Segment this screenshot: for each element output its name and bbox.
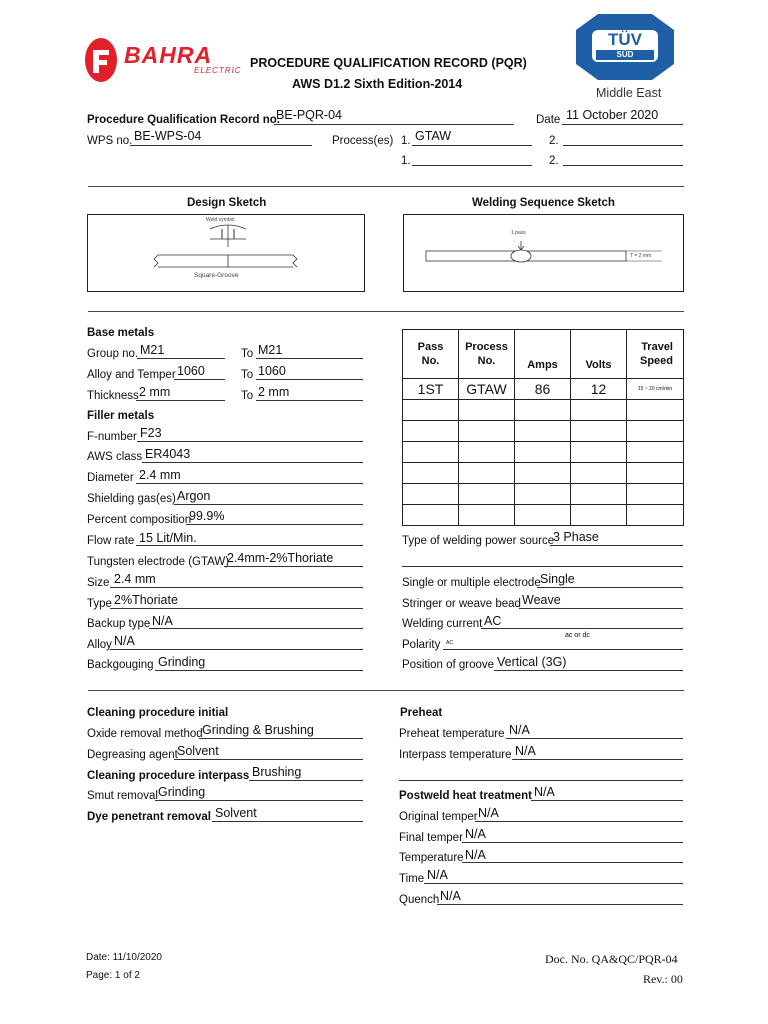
logo-sub: ELECTRIC [194,66,242,75]
bead-line [519,608,683,609]
group-no-from[interactable]: M21 [140,343,165,357]
percent-composition-line [186,524,363,525]
cleaning-interpass-line [249,780,363,781]
groove-position-value[interactable]: Vertical (3G) [497,655,567,669]
amps-cell[interactable]: 86 [515,379,571,400]
original-temper-line [475,821,683,822]
thickness-from-line [136,400,225,401]
final-temper-line [462,842,683,843]
shielding-gas-value[interactable]: Argon [177,489,211,503]
process-1-value[interactable]: GTAW [415,129,452,143]
volts-cell[interactable]: 12 [571,379,627,400]
cleaning-interpass-value[interactable]: Brushing [252,765,302,779]
current-hint: ac or dc [565,632,590,639]
interpass-temp-line [512,759,683,760]
alloy-to-label: To [241,369,254,381]
process-2-line[interactable] [563,145,683,146]
backup-type-label: Backup type [87,618,151,630]
date-label: Date [536,114,561,126]
col-header-process: Process No. [459,330,515,379]
shielding-gas-line [174,504,363,505]
tungsten-label: Tungsten electrode (GTAW) [87,556,230,568]
aws-class-label: AWS class [87,451,143,463]
travel-speed-cell[interactable]: 15 ~ 20 cm/min [627,379,684,400]
passes-table [402,329,684,526]
pqr-no-value[interactable]: BE-PQR-04 [276,108,342,122]
quench-label: Quench [399,894,440,906]
square-groove-sketch-icon [88,215,364,291]
degreasing-label: Degreasing agent [87,749,178,761]
type-line [110,608,363,609]
filler-metals-heading: Filler metals [87,410,155,422]
divider [88,690,684,691]
oxide-removal-value[interactable]: Grinding & Brushing [202,723,314,737]
base-metals-heading: Base metals [87,327,155,339]
preheat-temp-label: Preheat temperature [399,728,505,740]
group-no-to[interactable]: M21 [258,343,283,357]
backgouging-label: Backgouging [87,659,154,671]
degreasing-value[interactable]: Solvent [177,744,219,758]
col-header-volts: Volts [571,330,627,379]
welding-current-label: Welding current [402,618,483,630]
table-row [403,484,684,505]
groove-position-label: Position of groove [402,659,495,671]
alloy-temper-label: Alloy and Temper [87,369,176,381]
oxide-removal-line [199,738,363,739]
thickness-label: Thickness [87,390,139,402]
design-symbol-caption: Weld symbol [206,217,235,223]
temperature-value[interactable]: N/A [465,848,486,862]
page-subtitle: AWS D1.2 Sixth Edition-2014 [292,77,463,91]
degreasing-line [174,759,363,760]
smut-removal-value[interactable]: Grinding [158,785,206,799]
f-number-line [137,441,363,442]
final-temper-value[interactable]: N/A [465,827,486,841]
preheat-temp-value[interactable]: N/A [509,723,530,737]
quench-value[interactable]: N/A [440,889,461,903]
design-sketch-label: Design Sketch [187,197,267,209]
interpass-temp-value[interactable]: N/A [515,744,536,758]
f-number-value[interactable]: F23 [140,426,162,440]
wps-no-value[interactable]: BE-WPS-04 [134,129,202,143]
polarity-label: Polarity [402,639,441,651]
date-value[interactable]: 11 October 2020 [566,108,659,122]
wps-no-line [130,145,312,146]
time-label: Time [399,873,425,885]
sequence-sketch-box [403,214,684,292]
footer-doc-no: Doc. No. QA&QC/PQR-04 [545,952,678,966]
size-value[interactable]: 2.4 mm [114,572,156,586]
thickness-from[interactable]: 2 mm [139,385,171,399]
table-row [403,379,684,400]
quench-line [437,904,683,905]
diameter-label: Diameter [87,472,134,484]
alloy-temper-to[interactable]: 1060 [258,364,286,378]
col-header-speed: Travel Speed [627,330,684,379]
smut-removal-line [155,800,363,801]
power-source-value[interactable]: 3 Phase [553,530,599,544]
interpass-temp-label: Interpass temperature [399,749,512,761]
aws-class-line [142,462,363,463]
process-2-label: 2. [549,135,559,147]
table-row [403,400,684,421]
pqr-no-label: Procedure Qualification Record no. [87,114,280,126]
process-4-line[interactable] [563,165,683,166]
welding-current-value[interactable]: AC [484,614,502,628]
process-4-label: 2. [549,155,559,167]
table-row [403,442,684,463]
alloy-line [110,649,363,650]
diameter-line [136,483,363,484]
f-number-label: F-number [87,431,137,443]
sequence-thickness-caption: T = 2 mm [630,253,652,259]
pwht-line [531,800,683,801]
process-1-label: 1. [401,135,411,147]
final-temper-label: Final temper [399,832,463,844]
divider [88,311,684,312]
interpass-temp-line-2[interactable] [399,780,683,781]
shielding-gas-label: Shielding gas(es) [87,493,176,505]
table-row [403,505,684,526]
dye-penetrant-label: Dye penetrant removal [87,811,211,823]
smut-removal-label: Smut removal [87,790,158,802]
thickness-to-line [256,400,363,401]
alloy-temper-from[interactable]: 1060 [177,364,205,378]
backgouging-value[interactable]: Grinding [158,655,206,669]
pwht-label: Postweld heat treatment [399,790,532,802]
size-line [110,587,363,588]
process-label: Process(es) [332,135,394,147]
date-line [562,124,683,125]
design-sketch-box [87,214,365,292]
sequence-sketch-label: Welding Sequence Sketch [472,197,615,209]
table-row [403,463,684,484]
power-source-line [550,545,683,546]
col-header-amps: Amps [515,330,571,379]
pass-no-cell[interactable]: 1ST [403,379,459,400]
flow-rate-line [136,545,363,546]
pqr-no-line [274,124,514,125]
footer-rev: Rev.: 00 [643,972,683,986]
group-no-from-line [137,358,225,359]
col-header-pass: Pass No. [403,330,459,379]
power-source-line-2[interactable] [402,566,683,567]
electrode-line [537,587,683,588]
preheat-temp-line [506,738,683,739]
tuv-mark: TÜV [608,30,642,49]
groove-position-line [494,670,683,671]
footer-page: Page: 1 of 2 [86,970,140,981]
page-title: PROCEDURE QUALIFICATION RECORD (PQR) [250,56,527,70]
process-no-cell[interactable]: GTAW [459,379,515,400]
welding-current-line [481,628,683,629]
bead-value[interactable]: Weave [522,593,561,607]
bead-label: Stringer or weave bead [402,598,521,610]
flow-rate-label: Flow rate [87,535,135,547]
electrode-label: Single or multiple electrode [402,577,541,589]
power-source-label: Type of welding power source [402,535,555,547]
oxide-removal-label: Oxide removal method [87,728,203,740]
percent-composition-label: Percent composition [87,514,192,526]
dye-penetrant-value[interactable]: Solvent [215,806,257,820]
sequence-pass-caption: 1 pass [511,230,526,236]
polarity-value[interactable]: AC [446,640,453,646]
thickness-to[interactable]: 2 mm [258,385,290,399]
company-logo [84,36,242,86]
group-no-to-line [256,358,363,359]
group-to-label: To [241,348,254,360]
alloy-value[interactable]: N/A [114,634,135,648]
alloy-from-line [174,379,225,380]
table-header-row [403,330,684,379]
backup-type-line [149,628,363,629]
logo-brand: BAHRA [124,42,213,68]
tungsten-line [224,566,363,567]
dye-penetrant-line [212,821,363,822]
temperature-line [462,862,683,863]
footer-date: Date: 11/10/2020 [86,952,162,963]
design-caption: Square-Groove [194,272,239,279]
tungsten-value[interactable]: 2.4mm-2%Thoriate [227,551,334,565]
original-temper-value[interactable]: N/A [478,806,499,820]
temperature-label: Temperature [399,852,464,864]
percent-composition-value[interactable]: 99.9% [189,509,225,523]
backgouging-line [155,670,363,671]
process-3-label: 1. [401,155,411,167]
thickness-to-label: To [241,390,254,402]
time-value[interactable]: N/A [427,868,448,882]
divider [88,186,684,187]
original-temper-label: Original temper [399,811,478,823]
type-value[interactable]: 2%Thoriate [114,593,178,607]
time-line [424,883,683,884]
diameter-value[interactable]: 2.4 mm [139,468,181,482]
table-row [403,421,684,442]
process-3-line[interactable] [412,165,532,166]
process-1-line [412,145,532,146]
alloy-label: Alloy [87,639,112,651]
polarity-line [443,649,683,650]
pwht-value[interactable]: N/A [534,785,555,799]
aws-class-value[interactable]: ER4043 [145,447,191,461]
cleaning-interpass-label: Cleaning procedure interpass [87,770,250,782]
cleaning-initial-heading: Cleaning procedure initial [87,707,229,719]
group-no-label: Group no. [87,348,139,360]
certification-logo [570,12,680,102]
electrode-value[interactable]: Single [540,572,575,586]
preheat-heading: Preheat [400,707,443,719]
tuv-region: Middle East [596,86,662,100]
flow-rate-value[interactable]: 15 Lit/Min. [139,531,197,545]
wps-no-label: WPS no. [87,135,133,147]
size-label: Size [87,577,110,589]
type-label: Type [87,598,112,610]
alloy-to-line [256,379,363,380]
tuv-sub: SÜD [616,50,634,59]
backup-type-value[interactable]: N/A [152,614,173,628]
